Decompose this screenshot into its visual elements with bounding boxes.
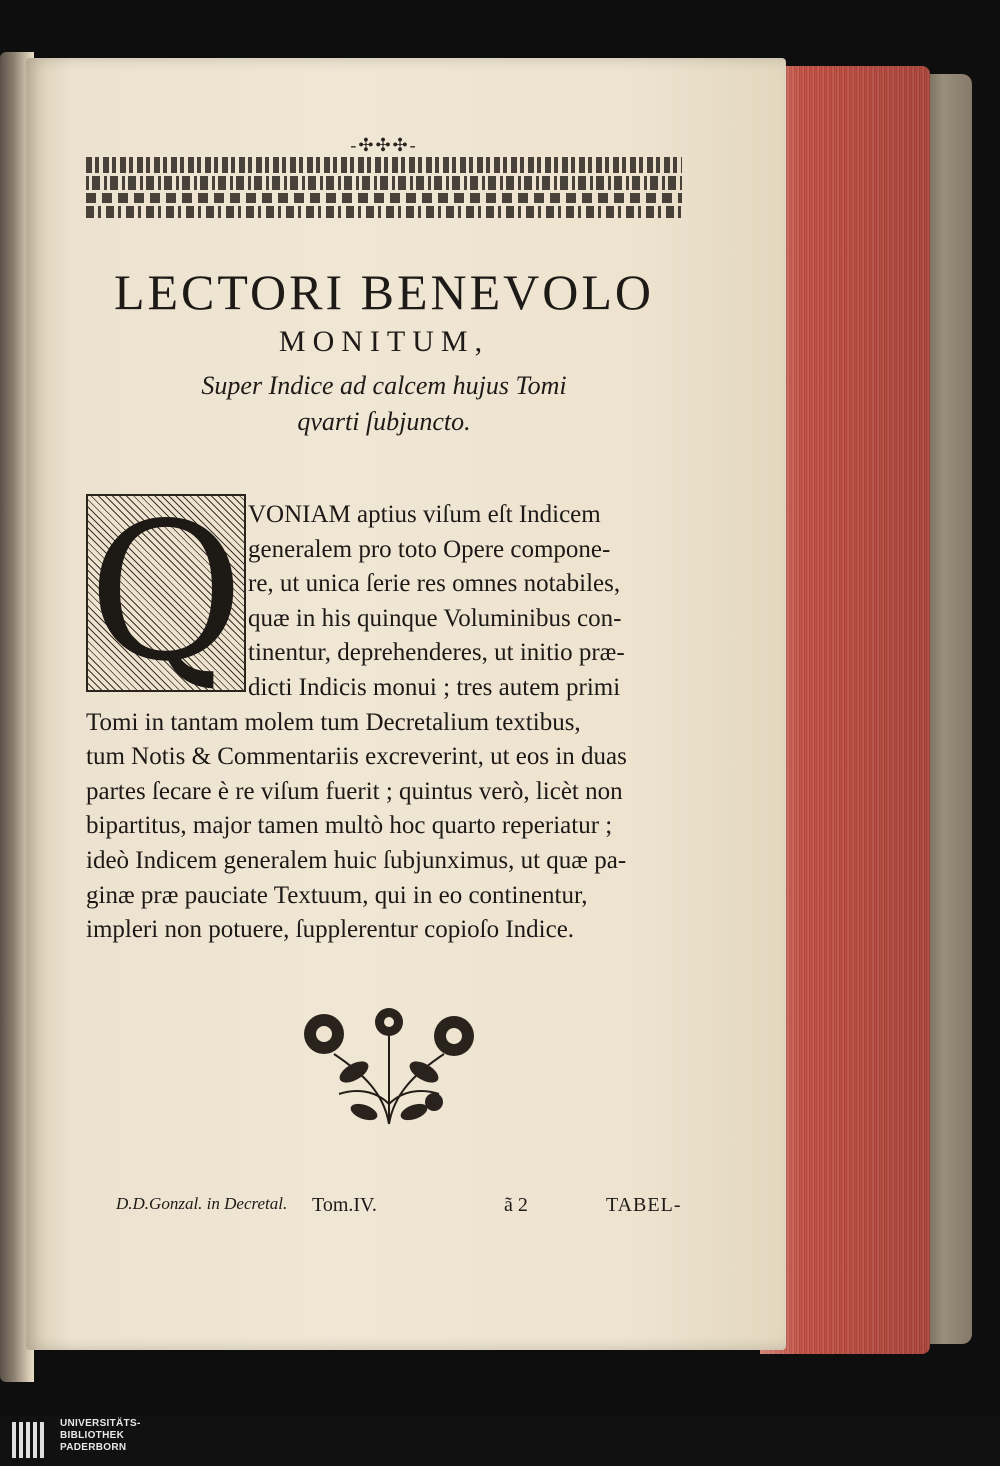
body-line: generalem pro toto Opere compone- [248,535,611,563]
footer-signature: D.D.Gonzal. in Decretal. [116,1194,288,1213]
floral-vignette [284,994,494,1134]
library-logo-text [60,1418,141,1454]
bottom-bar [0,1416,1000,1466]
body-line: Tomi in tantam molem tum Decretalium textibus, [86,708,581,736]
headband-row [86,193,682,203]
headband-row [86,206,682,218]
body-line: re, ut unica ſerie res omnes notabiles, [248,570,621,598]
subtitle-line-1: Super Indice ad calcem hujus Tomi [201,371,567,400]
library-logo-icon [10,1418,54,1462]
decorative-headband [86,136,682,221]
body-line: partes ſecare è re viſum fuerit ; quintus verò, licèt non [86,777,623,805]
body-line: quæ in his quinque Voluminibus con- [248,604,622,632]
logo-line-2: BIBLIOTHEK [60,1430,125,1441]
body-line: bipartitus, major tamen multò hoc quarto reperiatur ; [86,812,613,840]
footer-volume: Tom.IV. [312,1194,377,1216]
page-footer [86,1194,682,1224]
body-line: tum Notis & Commentariis excreverint, ut eos in duas [86,743,627,771]
logo-line-1: UNIVERSITÄTS- [60,1418,141,1429]
body-line: ginæ præ pauciate Textuum, qui in eo continentur, [86,881,588,909]
title-line-2: MONITUM, [278,325,490,358]
footer-catchword: TABEL- [606,1194,682,1216]
headband-row [86,157,682,173]
footer-signature-mark: ã 2 [504,1194,528,1216]
subtitle-line-2: qvarti ſubjuncto. [297,407,471,436]
initial-letter: Q [88,482,244,703]
body-line: ideò Indicem generalem huic ſubjunximus, ut quæ pa- [86,846,627,874]
title-line-1: LECTORI BENEVOLO [113,264,655,320]
body-text [86,482,682,948]
body-line: dicti Indicis monui ; tres autem primi [248,673,621,701]
body-line: VONIAM aptius viſum eſt Indicem [248,501,601,528]
body-line: impleri non potuere, ſupplerentur copioſo Indice. [86,916,575,944]
headband-row [86,176,682,190]
body-line: tinentur, deprehenderes, ut initio præ- [248,639,625,667]
page-heading [86,262,682,440]
logo-line-3: PADERBORN [60,1442,127,1453]
headband-ornament: -✣✣✣- [350,135,418,155]
